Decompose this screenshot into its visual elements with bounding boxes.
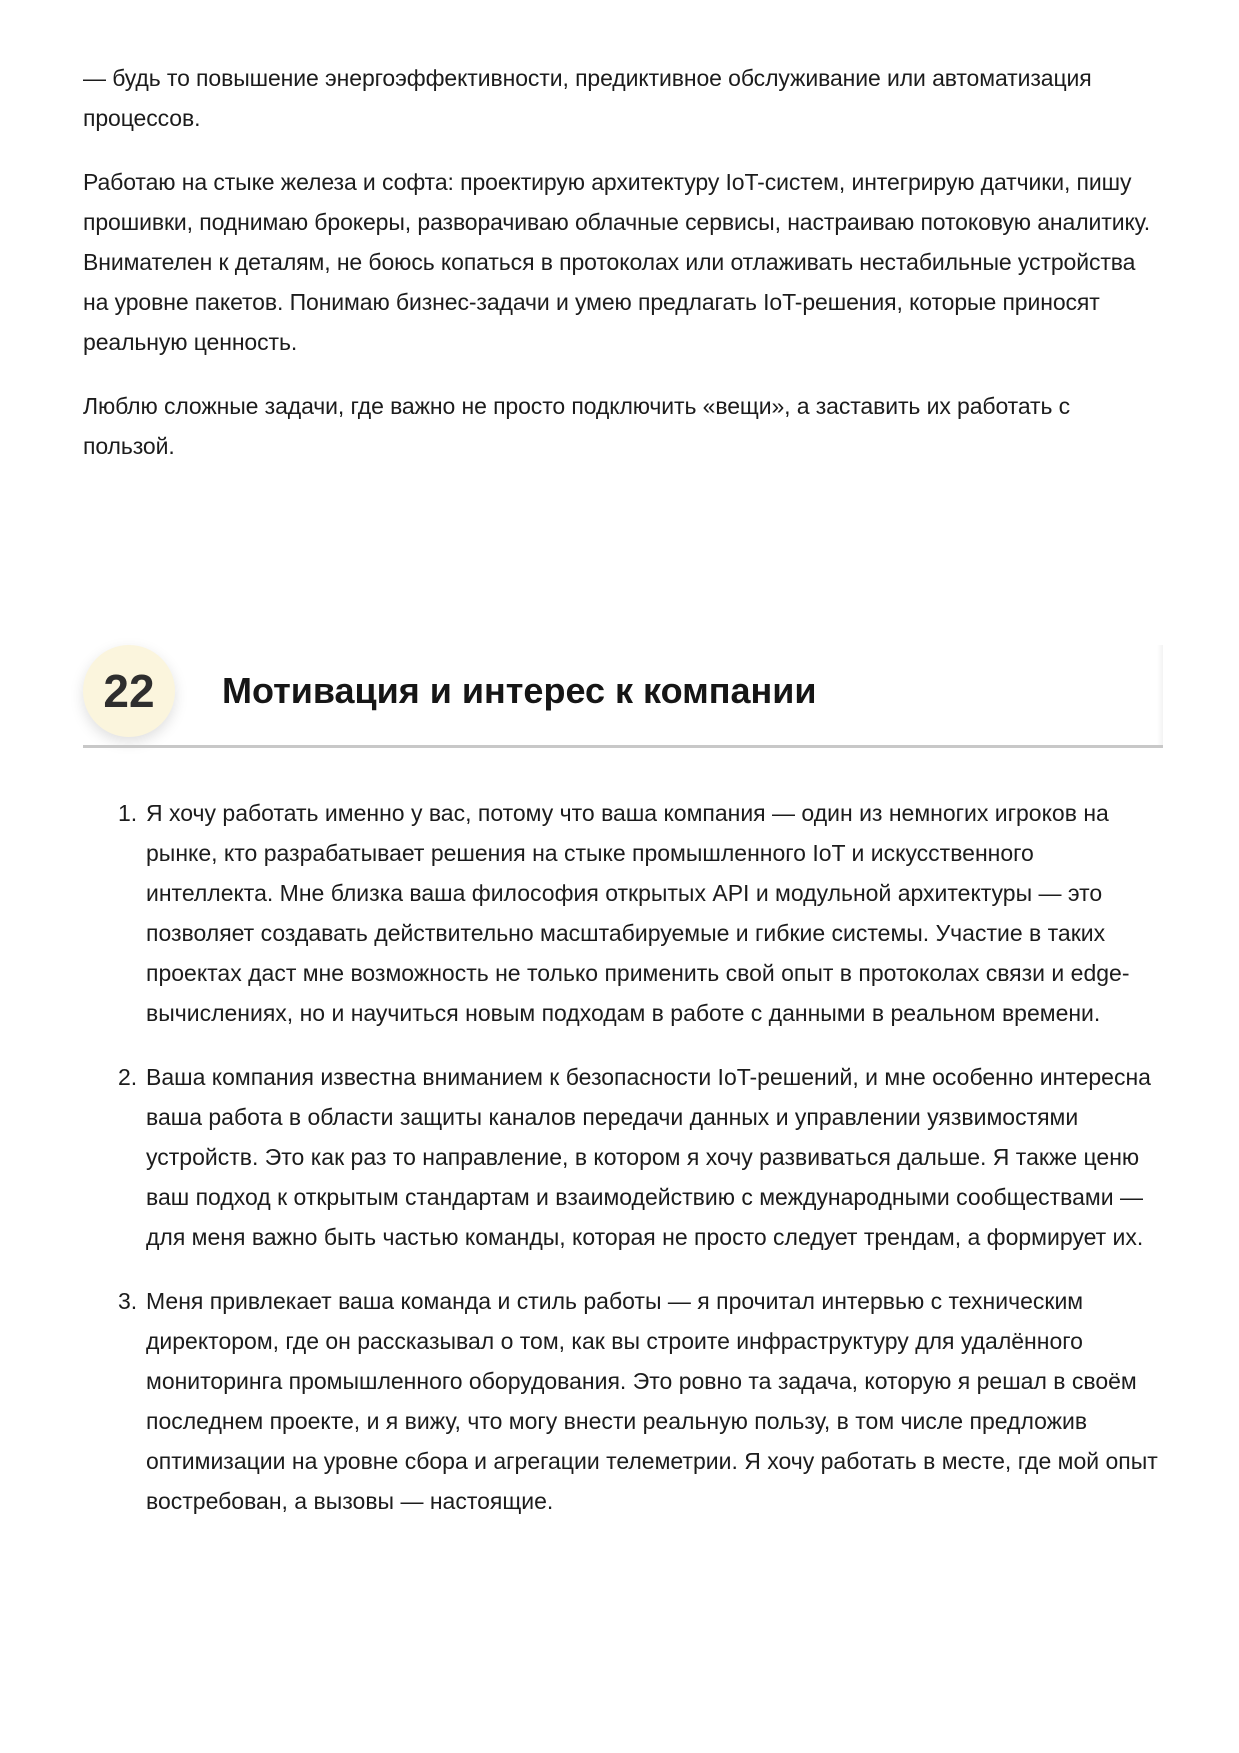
list-item-number: 3.	[118, 1288, 138, 1314]
intro-section	[83, 58, 1163, 490]
motivation-list	[83, 793, 1163, 1545]
intro-paragraph-3: Люблю сложные задачи, где важно не просто подключить «вещи», а заставить их работать с пользой.	[83, 393, 1071, 459]
list-item-text: Меня привлекает ваша команда и стиль работы — я прочитал интервью с техническим директором, где он рассказывал о том, как вы строите инфраструктуру для удалённого мониторинга промышленного оборудования. Это ровно та задача, которую я решал в своём последнем проекте, и я вижу, что могу внести реальную пользу, в том числе предложив оптимизации на уровне сбора и агрегации телеметрии. Я хочу работать в месте, где мой опыт востребован, а вызовы — настоящие.	[146, 1288, 1158, 1514]
list-item	[83, 793, 1163, 1033]
list-item-text: Я хочу работать именно у вас, потому что ваша компания — один из немногих игроков на рынке, кто разрабатывает решения на стыке промышленного IoT и искусственного интеллекта. Мне близка ваша философия открытых API и модульной архитектуры — это позволяет создавать действительно масштабируемые и гибкие системы. Участие в таких проектах даст мне возможность не только применить свой опыт в протоколах связи и edge-вычислениях, но и научиться новым подходам в работе с данными в реальном времени.	[146, 800, 1130, 1026]
list-item	[83, 1057, 1163, 1257]
intro-paragraph-2: Работаю на стыке железа и софта: проектирую архитектуру IoT-систем, интегрирую датчики, пишу прошивки, поднимаю брокеры, разворачиваю облачные сервисы, настраиваю потоковую аналитику. Внимателен к деталям, не боюсь копаться в протоколах или отлаживать нестабильные устройства на уровне пакетов. Понимаю бизнес-задачи и умею предлагать IoT-решения, которые приносят реальную ценность.	[83, 169, 1151, 355]
list-item-number: 2.	[118, 1064, 138, 1090]
section-header-shade	[1157, 645, 1163, 745]
list-item-text: Ваша компания известна вниманием к безопасности IoT-решений, и мне особенно интересна ваша работа в области защиты каналов передачи данных и управлении уязвимостями устройств. Это как раз то направление, в котором я хочу развиваться дальше. Я также ценю ваш подход к открытым стандартам и взаимодействию с международными сообществами — для меня важно быть частью команды, которая не просто следует трендам, а формирует их.	[146, 1064, 1151, 1250]
list-item-number: 1.	[118, 800, 138, 826]
section-header	[83, 645, 1163, 749]
intro-paragraph-1: — будь то повышение энергоэффективности, предиктивное обслуживание или автоматизация процессов.	[83, 65, 1092, 131]
section-title: Мотивация и интерес к компании	[222, 670, 817, 711]
section-number-badge: 22	[83, 645, 175, 737]
section-divider	[83, 745, 1163, 748]
list-item	[83, 1281, 1163, 1521]
intro-text	[83, 58, 1163, 466]
